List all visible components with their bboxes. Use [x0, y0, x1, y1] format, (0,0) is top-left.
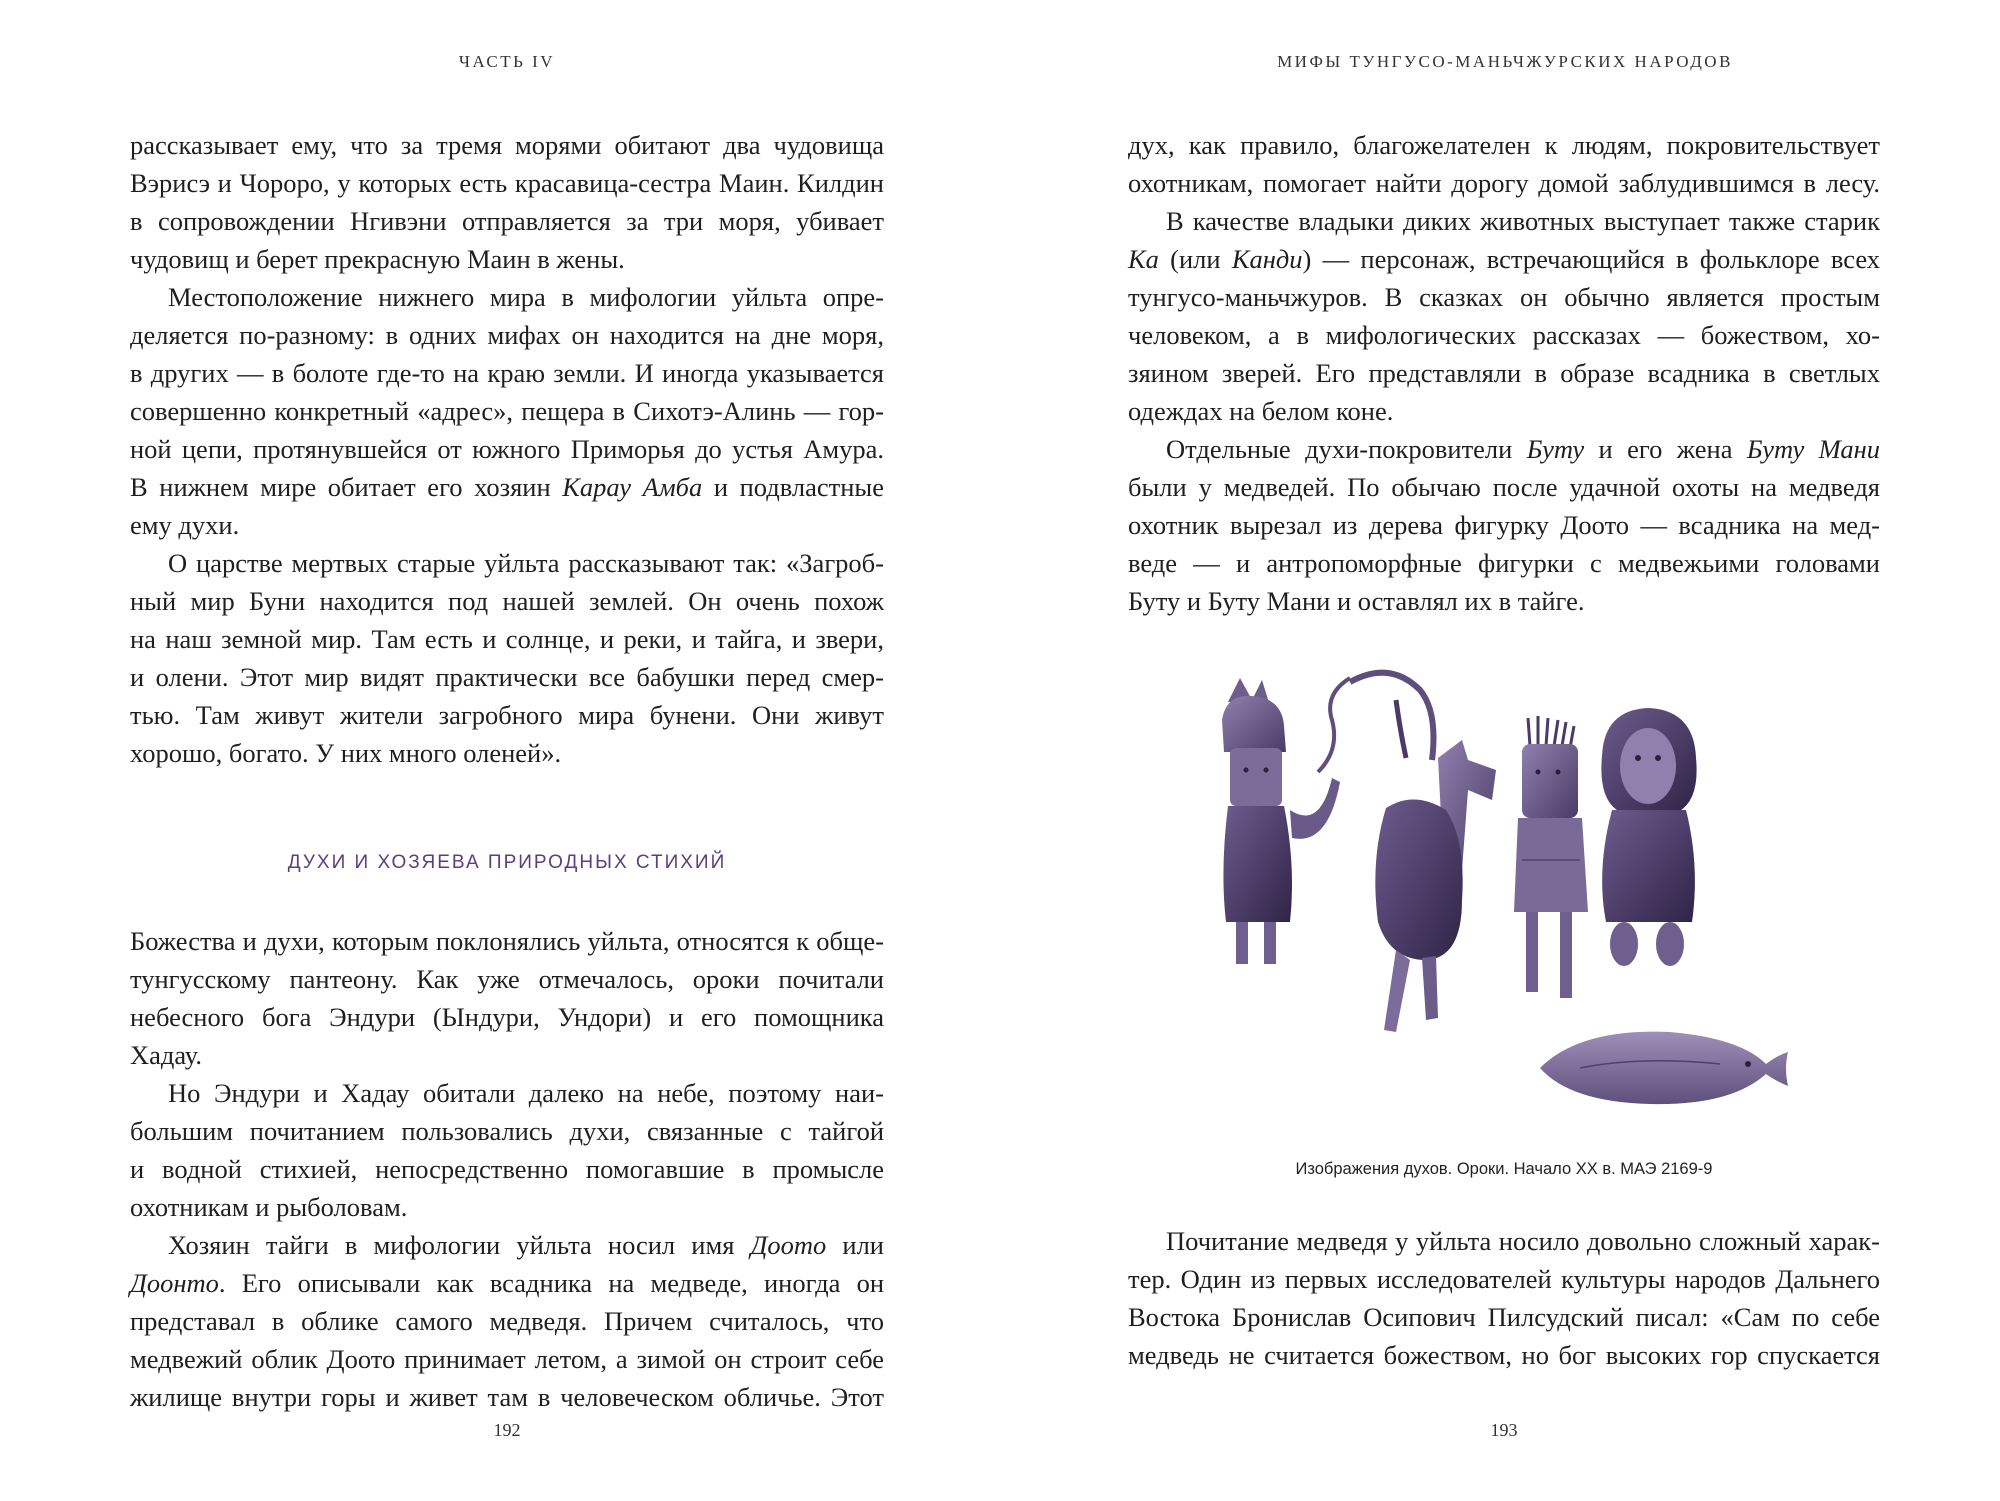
text-line: Вэрисэ и Чороро, у которых есть красавица-сестра Маин. Килдин	[130, 168, 884, 198]
spirit-figurines-photo	[1200, 660, 1820, 1120]
italic-name: Карау Амба	[562, 472, 703, 502]
text-line: Почитание медведя у уйльта носило довольно сложный харак-	[1166, 1226, 1880, 1256]
figurine-2	[1350, 673, 1496, 1032]
text-line: тунгусскому пантеону. Как уже отмечалось, ороки почитали	[130, 964, 884, 994]
italic-name: Доонто	[130, 1268, 219, 1298]
left-running-head: ЧАСТЬ IV	[458, 52, 556, 71]
italic-name: Ка	[1128, 244, 1159, 274]
figurine-1	[1222, 678, 1350, 964]
italic-name: Доото	[750, 1230, 827, 1260]
italic-name: Канди	[1231, 244, 1303, 274]
text-line: Буту и Буту Мани и оставлял их в тайге.	[1128, 586, 1585, 616]
right-paragraph-4	[1128, 1222, 1880, 1374]
left-text-block-top	[130, 126, 884, 772]
text-line: медведь не считается божеством, но бог высоких гор спускается	[1128, 1340, 1880, 1370]
section-heading: ДУХИ И ХОЗЯЕВА ПРИРОДНЫХ СТИХИЙ	[287, 852, 727, 873]
text-line: рассказывает ему, что за тремя морями обитают два чудовища	[130, 130, 884, 160]
text-line: большим почитанием пользовались духи, связанные с тайгой	[130, 1116, 884, 1146]
text-line: охотник вырезал из дерева фигурку Доото — всадника на мед-	[1128, 510, 1880, 540]
right-text-block-top	[1128, 126, 1880, 620]
text-line: ный мир Буни находится под нашей землей. Он очень похож	[130, 586, 884, 616]
italic-name: Буту	[1526, 434, 1585, 464]
text-line: и олени. Этот мир видят практически все бабушки перед смер-	[130, 662, 884, 692]
text-line: деляется по-разному: в одних мифах он находится на дне моря,	[130, 320, 884, 350]
text-line: Но Эндури и Хадау обитали далеко на небе, поэтому наи-	[168, 1078, 884, 1108]
text-line: тью. Там живут жители загробного мира бунени. Они живут	[130, 700, 884, 730]
text-line: и водной стихией, непосредственно помогавшие в промысле	[130, 1154, 884, 1184]
text-line: чудовищ и берет прекрасную Маин в жены.	[130, 244, 625, 274]
text-line: О царстве мертвых старые уйльта рассказывают так: «Загроб-	[168, 548, 884, 578]
text-span: (или	[1158, 244, 1232, 274]
text-line: Божества и духи, которым поклонялись уйльта, относятся к обще-	[130, 926, 884, 956]
right-paragraph-1	[1128, 126, 1880, 202]
text-line: небесного бога Эндури (Ындури, Ундори) и его помощника Хадау.	[130, 1002, 884, 1070]
text-line	[130, 468, 884, 506]
text-span: В нижнем мире обитает его хозяин	[130, 472, 563, 502]
text-line: ной цепи, протянувшейся от южного Приморья до устья Амура.	[130, 434, 884, 464]
text-span: Хозяин тайги в мифологии уйльта носил имя	[168, 1230, 751, 1260]
right-running-head: МИФЫ ТУНГУСО-МАНЬЧЖУРСКИХ НАРОДОВ	[1277, 52, 1733, 71]
text-line	[1128, 240, 1880, 278]
text-line: охотникам, помогает найти дорогу домой заблудившимся в лесу.	[1128, 168, 1880, 198]
figure-caption: Изображения духов. Ороки. Начало XX в. МАЭ 2169-9	[1295, 1160, 1713, 1178]
text-line: охотникам и рыболовам.	[130, 1192, 408, 1222]
text-line: в сопровождении Нгивэни отправляется за три моря, убивает	[130, 206, 884, 236]
text-span: и его жена	[1584, 434, 1747, 464]
text-span: ) — персонаж, встречающийся в фольклоре всех	[1302, 244, 1880, 274]
left-paragraph-6	[130, 1226, 884, 1416]
left-paragraph-1	[130, 126, 884, 278]
text-line: на наш земной мир. Там есть и солнце, и реки, и тайга, и звери,	[130, 624, 884, 654]
text-line: Местоположение нижнего мира в мифологии уйльта опре-	[168, 282, 884, 312]
figurines-illustration	[1200, 660, 1820, 1120]
text-span: и подвластные	[702, 472, 885, 502]
figurine-3	[1514, 716, 1588, 998]
text-line: совершенно конкретный «адрес», пещера в Сихотэ-Алинь — гор-	[130, 396, 884, 426]
left-paragraph-2	[130, 278, 884, 544]
left-paragraph-3	[130, 544, 884, 772]
text-span: Отдельные духи-покровители	[1166, 434, 1527, 464]
text-line: зяином зверей. Его представляли в образе всадника в светлых	[1128, 358, 1880, 388]
text-line: в других — в болоте где-то на краю земли. И иногда указывается	[130, 358, 884, 388]
left-paragraph-4	[130, 922, 884, 1074]
text-line: были у медведей. По обычаю после удачной охоты на медведя	[1128, 472, 1880, 502]
text-line: тунгусо-маньчжуров. В сказках он обычно является простым	[1128, 282, 1880, 312]
text-line: медвежий облик Доото принимает летом, а зимой он строит себе	[130, 1344, 884, 1374]
text-line: человеком, а в мифологических рассказах — божеством, хо-	[1128, 320, 1880, 350]
right-text-block-bottom	[1128, 1222, 1880, 1374]
figurine-4	[1601, 708, 1696, 966]
text-line	[1128, 430, 1880, 468]
left-paragraph-5	[130, 1074, 884, 1226]
right-page-number: 193	[1490, 1420, 1518, 1440]
text-line: ему духи.	[130, 510, 240, 540]
left-page-number: 192	[493, 1420, 521, 1440]
text-line: дух, как правило, благожелателен к людям, покровительствует	[1128, 130, 1880, 160]
text-line: тер. Один из первых исследователей культуры народов Дальнего	[1128, 1264, 1880, 1294]
right-paragraph-2	[1128, 202, 1880, 430]
text-line: жилище внутри горы и живет там в человеческом обличье. Этот	[130, 1382, 884, 1412]
right-paragraph-3	[1128, 430, 1880, 620]
fish-carving	[1540, 1032, 1788, 1104]
text-line: представал в облике самого медведя. Причем считалось, что	[130, 1306, 884, 1336]
text-span: . Его описывали как всадника на медведе, иногда он	[218, 1268, 884, 1298]
text-line	[130, 1264, 884, 1302]
text-span: или	[826, 1230, 884, 1260]
right-page	[1000, 0, 2000, 1501]
text-line: веде — и антропоморфные фигурки с медвежьими головами	[1128, 548, 1880, 578]
left-text-block-bottom	[130, 922, 884, 1416]
text-line: Востока Бронислав Осипович Пилсудский писал: «Сам по себе	[1128, 1302, 1880, 1332]
italic-name: Буту Мани	[1746, 434, 1880, 464]
text-line	[130, 1226, 884, 1264]
text-line: хорошо, богато. У них много оленей».	[130, 738, 562, 768]
text-line: одеждах на белом коне.	[1128, 396, 1394, 426]
text-line: В качестве владыки диких животных выступает также старик	[1166, 206, 1880, 236]
